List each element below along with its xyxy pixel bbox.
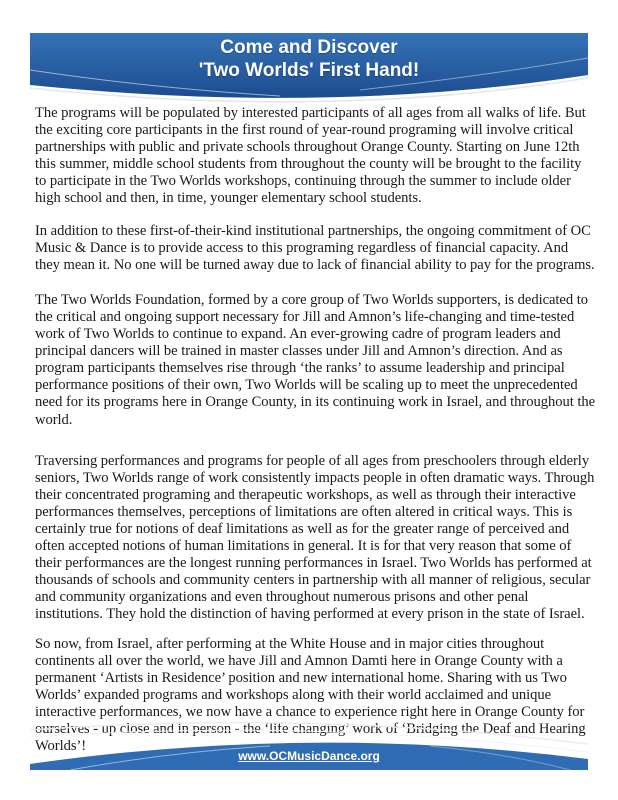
paragraph-foundation: The Two Worlds Foundation, formed by a core group of Two Worlds supporters, is dedicated to the critical and ongoing support necessary for Jill and Amnon’s life-changing and time-tested work of Two Worlds to continue to expand. An ever-growing cadre of program leaders and principal dancers will be trained in master classes under Jill and Amnon’s direction. And as program participants themselves rise through ‘the ranks’ to assume leadership and principal performance positions of their own, Two Worlds will be scaling up to meet the unprecedented need for its programs here in Orange County, in its continuing work in Israel, and throughout the world. <box>35 291 595 428</box>
paragraph-partnerships: In addition to these first-of-their-kind institutional partnerships, the ongoing commitment of OC Music & Dance is to provide access to this programing regardless of financial capacity. And they mean it. No one will be turned away due to lack of financial ability to pay for the programs. <box>35 222 595 273</box>
article-body <box>35 105 595 770</box>
page-title <box>30 36 588 82</box>
title-line-1: Come and Discover <box>220 37 398 58</box>
paragraph-impact: Traversing performances and programs for people of all ages from preschoolers through elderly seniors, Two Worlds range of work consistently impacts people in often dramatic ways. Through their concentrated programing and therapeutic workshops, as well as through their interactive performances themselves, perceptions of limitations are often altered in critical ways. This is certainly true for notions of deaf limitations as well as for the greater range of perceived and often accepted notions of human limitations in general. It is for that very reason that some of their performances are the longest running performances in Israel. Two Worlds has performed at thousands of schools and community centers in partnership with all manner of religious, secular and community organizations and even throughout numerous prisons and other penal institutions. They hold the distinction of having performed at every prison in the state of Israel. <box>35 452 595 623</box>
paragraph-programs: The programs will be populated by interested participants of all ages from all walks of life. But the exciting core participants in the first round of year-round programing will involve critical partnerships with public and private schools throughout Orange County. Starting on June 12th this summer, middle school students from throughout the county will be brought to the facility to participate in the Two Worlds workshops, continuing through the summer to include older high school and then, in time, younger elementary school students. <box>35 105 586 207</box>
title-line-2: 'Two Worlds' First Hand! <box>198 60 420 81</box>
website-link[interactable]: www.OCMusicDance.org <box>238 749 380 763</box>
footer-banner <box>30 718 588 774</box>
paragraph-residence: So now, from Israel, after performing at the White House and in major cities throughout continents all over the world, we have Jill and Amnon Damti here in Orange County with a permanent ‘Artists in Residence’ position and new international home. Sharing with us Two Worlds’ expanded programs and workshops along with their world acclaimed and unique interactive performances, we now have a chance to experience right here in Orange County for ourselves - up close and in person - the ‘life changing’ work of ‘Bridging the Deaf and Hearing Worlds’! <box>35 635 586 755</box>
footer-banner-shape <box>30 718 588 774</box>
header-banner <box>30 30 588 102</box>
